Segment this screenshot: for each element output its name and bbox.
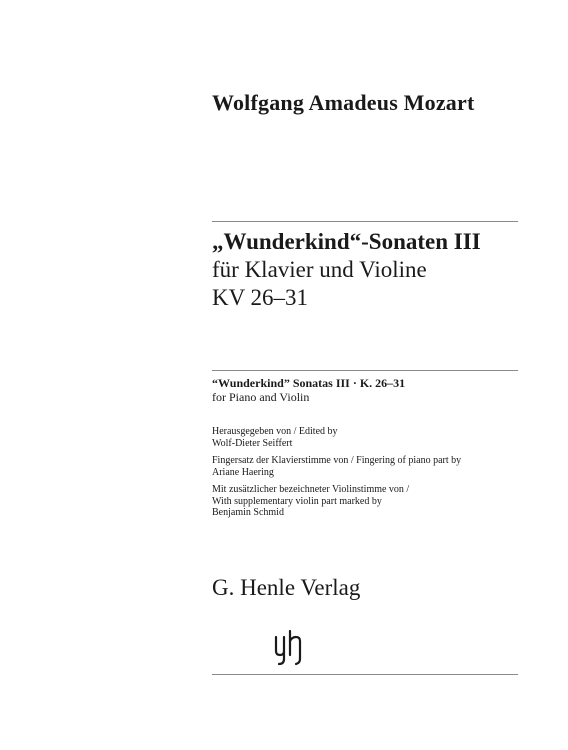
credit-line: With supplementary violin part marked by — [212, 495, 382, 507]
credit-line: Herausgegeben von / Edited by — [212, 426, 338, 437]
english-title: “Wunderkind” Sonatas III · K. 26–31 — [212, 376, 406, 390]
credit-fingering — [212, 455, 517, 478]
title-line-3: KV 26–31 — [212, 285, 309, 310]
composer-name: Wolfgang Amadeus Mozart — [212, 90, 475, 115]
english-title-block — [212, 376, 517, 404]
publisher-name: G. Henle Verlag — [212, 575, 361, 600]
divider-rule — [212, 674, 518, 675]
credit-name: Wolf-Dieter Seiffert — [212, 437, 293, 449]
credit-line: Fingersatz der Klavierstimme von / Fingering of piano part by — [212, 455, 462, 466]
credit-violin-part — [212, 484, 517, 519]
main-title — [212, 228, 517, 312]
divider-rule — [212, 221, 518, 222]
henle-gh-monogram-icon — [270, 629, 306, 667]
english-subtitle: for Piano and Violin — [212, 390, 310, 404]
credit-name: Ariane Haering — [212, 466, 274, 478]
credit-line: Mit zusätzlicher bezeichneter Violinstimme von / — [212, 484, 410, 495]
credits-block — [212, 426, 517, 525]
title-line-1: „Wunderkind“-Sonaten III — [212, 229, 481, 254]
credit-editor — [212, 426, 517, 449]
divider-rule — [212, 370, 518, 371]
title-line-2: für Klavier und Violine — [212, 257, 427, 282]
credit-name: Benjamin Schmid — [212, 507, 284, 518]
